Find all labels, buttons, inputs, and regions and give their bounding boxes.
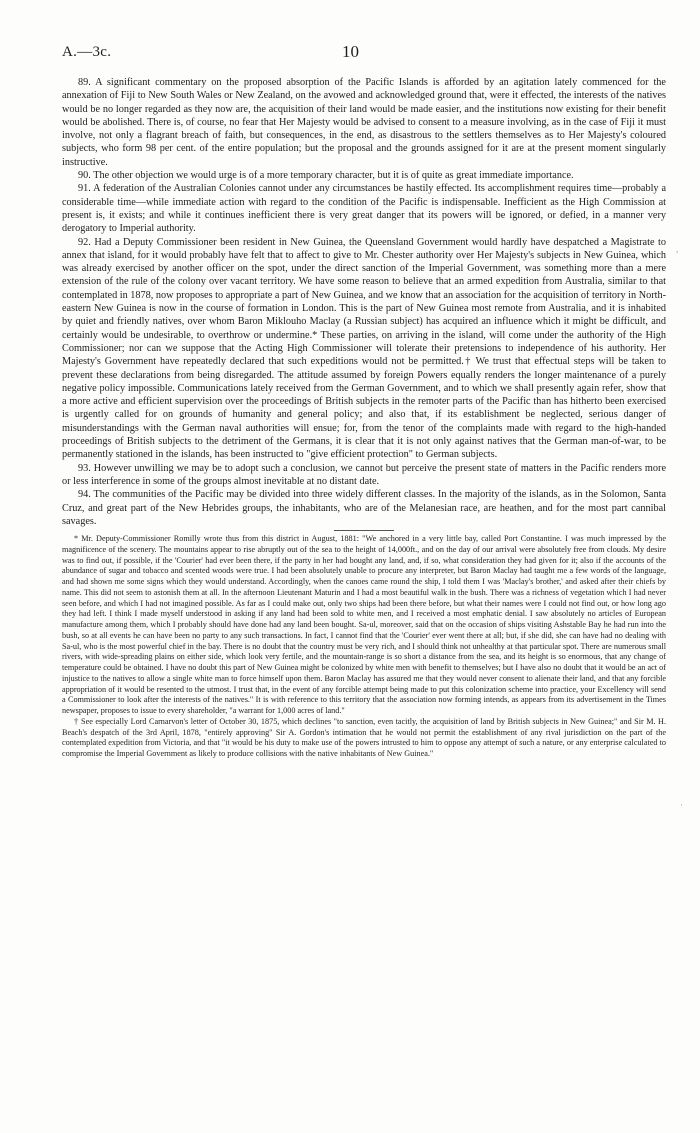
footnote-divider	[334, 530, 394, 531]
page-header	[62, 44, 670, 66]
paragraph-94: 94. The communities of the Pacific may be divided into three widely different classes. In the majority of the islands, as in the Solomon, Santa Cruz, and great part of the New Hebrides groups, the inhabitants, who are of the Melanesian race, are heathen, and for the most part cannibal savages.	[62, 489, 666, 527]
document-reference: A.—3c.	[62, 44, 112, 60]
margin-mark: ,	[676, 244, 679, 254]
footnote-romilly: * Mr. Deputy-Commissioner Romilly wrote thus from this district in August, 1881: "We anchored in a very little bay, called Port Constantine. I was much impressed by the magnificence of the scenery. The mountains appear to rise abruptly out of the sea to the height of 14,000ft., and on the day of our arrival were absolutely free from clouds. My desire was to find out, if possible, if the 'Courier' had ever been there, if the party in her had bought any land, and, if so, what consideration they had given for it; also if the accounts of the abundance of sugar and tobacco and scented woods were true. I had been absolutely unable to procure any interpreter, but Baron Maclay had taught me a few words of the language, and had shown me some signs which they would understand. Accordingly, when the canoes came round the ship, I told them I was 'Maclay's brother,' and asked after their chiefs by name. This did not seem to astonish them at all. In the afternoon Lieutenant Maturin and I had a most beautiful walk in the bush. There was a richness of vegetation which I had never seen before, and which I had not imagined possible. As far as I could make out, only two ships had been there before, but what their names were I could not find out, or how long ago they had left. I think I made myself understood in asking if any land had been sold to white men, and I received a most emphatic denial. I saw absolutely no articles of European manufacture among them, which I probably should have done had any land been bought. Sa-ul, moreover, said that on the occasion of ships visiting Ashstable Bay he had run into the bush, so at all events he can have been no party to any such transactions. In fact, I cannot find that the 'Courier' ever went there at all; but, if she did, she can have had no dealing with Sa-ul, who is the most powerful chief in the bay. There is no doubt that the country must be very rich, and I should think not unhealthy at that particular spot. There are numerous small rivers, with wide-spreading plains on either side, which look very fertile, and the mountain-range is so short a distance from the sea, and its height is so enormous, that any change of temperature could be obtained. I have no doubt this part of New Guinea might be colonized by white men with benefit to themselves; but I have also no doubt that it would be an act of injustice to the natives to allow a single white man to force himself upon them. Baron Maclay has assured me that they would never consent to alienate their land, and that any forcible appropriation of it would be resented to the utmost. I trust that, in the event of any forcible attempt being made to put this colonization scheme into practice, your Excellency will send a Commissioner to look after the interests of the natives." It is with reference to this territory that the association now forming intends, as appears from its advertisement in the Times newspaper, proposes to issue to every shareholder, "a warrant for 1,000 acres of land."	[62, 534, 666, 716]
paragraph-93: 93. However unwilling we may be to adopt such a conclusion, we cannot but perceive the present state of matters in the Pacific renders more or less interference in some of the groups almost inevitable at no distant date.	[62, 462, 666, 487]
footnote-carnarvon: † See especially Lord Carnarvon's letter of October 30, 1875, which declines "to sanction, even tacitly, the acquisition of land by British subjects in New Guinea;" and Sir M. H. Beach's despatch of the 3rd April, 1878, "entirely approving" Sir A. Gordon's intimation that he would not permit the establishment of any rival jurisdiction on the part of the contemplated expedition from Victoria, and that "it would be his duty to make use of the powers intrusted to him to oppose any attempt of such a nature, or any enterprise calculated to compromise the Imperial Government as likely to produce collisions with the native inhabitants of New Guinea."	[62, 716, 666, 759]
document-body	[62, 76, 666, 760]
paragraph-90: 90. The other objection we would urge is of a more temporary character, but it is of quite as great immediate importance.	[78, 170, 574, 182]
margin-mark: ·	[680, 800, 683, 810]
paragraph-91: 91. A federation of the Australian Colonies cannot under any circumstances be hastily effected. Its accomplishment requires time—probably a considerable time—while immediate action with regard to the condition of the Pacific is indispensable. Inefficient as the High Commission at present is, it exists; and while it continues inefficient there is very great danger that its powers will be ignored, or defied, in a manner very derogatory to Imperial authority.	[62, 183, 666, 235]
paragraph-89: 89. A significant commentary on the proposed absorption of the Pacific Islands is afforded by an agitation lately commenced for the annexation of Fiji to New South Wales or New Zealand, on the avowed and acknowledged ground that, were it effected, the interests of the natives would be no longer regarded as they now are, the acquisition of their land would be made easier, and the institutions now existing for their benefit would be abolished. There is, of course, no fear that Her Majesty would be advised to consent to a measure involving, as in the case of Fiji it must involve, not only a flagrant breach of faith, but consequences, in the end, as disastrous to the settlers themselves as to Her Majesty's coloured subjects, who form 98 per cent. of the entire population; but the proposal and the grounds assigned for it are at the present moment singularly instructive.	[62, 77, 666, 168]
paragraph-92: 92. Had a Deputy Commissioner been resident in New Guinea, the Queensland Government would hardly have despatched a Magistrate to annex that island, for it would probably have felt that to affect to give to Mr. Chester authority over Her Majesty's subjects in New Guinea, which was already exercised by another officer on the spot, under the direct sanction of the Imperial Government, was something more than a mere extension of the rule of the colony over vacant territory. We have some reason to believe that an armed expedition from Australia, similar to that contemplated in 1878, now proposes to appropriate a part of New Guinea, and we know that an association for the acquisition of territory in North-eastern New Guinea is now in the course of formation in London. This is the part of New Guinea most remote from Australia, and it is inhabited by quiet and friendly natives, over whom Baron Miklouho Maclay (a Russian subject) has acquired an influence which it might be difficult, and certainly would be undesirable, to overthrow or undermine.* These parties, on arriving in the island, will come under the authority of the High Commissioner; nor can we suppose that the Acting High Commissioner will tolerate their pretensions to independence of his authority. Her Majesty's Government have repeatedly declared that such expeditions would not be permitted.† We trust that effectual steps will be taken to prevent these declarations from being disregarded. The attitude assumed by foreign Powers equally renders the longer maintenance of a purely negative policy impossible. Communications lately received from the German Government, and to which we shall presently again refer, show that a more active and efficient supervision over the proceedings of British subjects in the remoter parts of the Pacific than has hitherto been exercised is urgently called for on grounds of humanity and general policy; and also that, if its establishment be neglected, serious danger of misunderstandings with the German naval authorities will ensue; for, from the tenor of the complaints made with regard to the high-handed proceedings of British subjects to the detriment of the Germans, it is clear that it is not only against natives that the German man-of-war, to be permanently stationed in the islands, has been instructed to "give efficient protection" to German subjects.	[62, 236, 667, 461]
page-number: 10	[342, 42, 359, 61]
